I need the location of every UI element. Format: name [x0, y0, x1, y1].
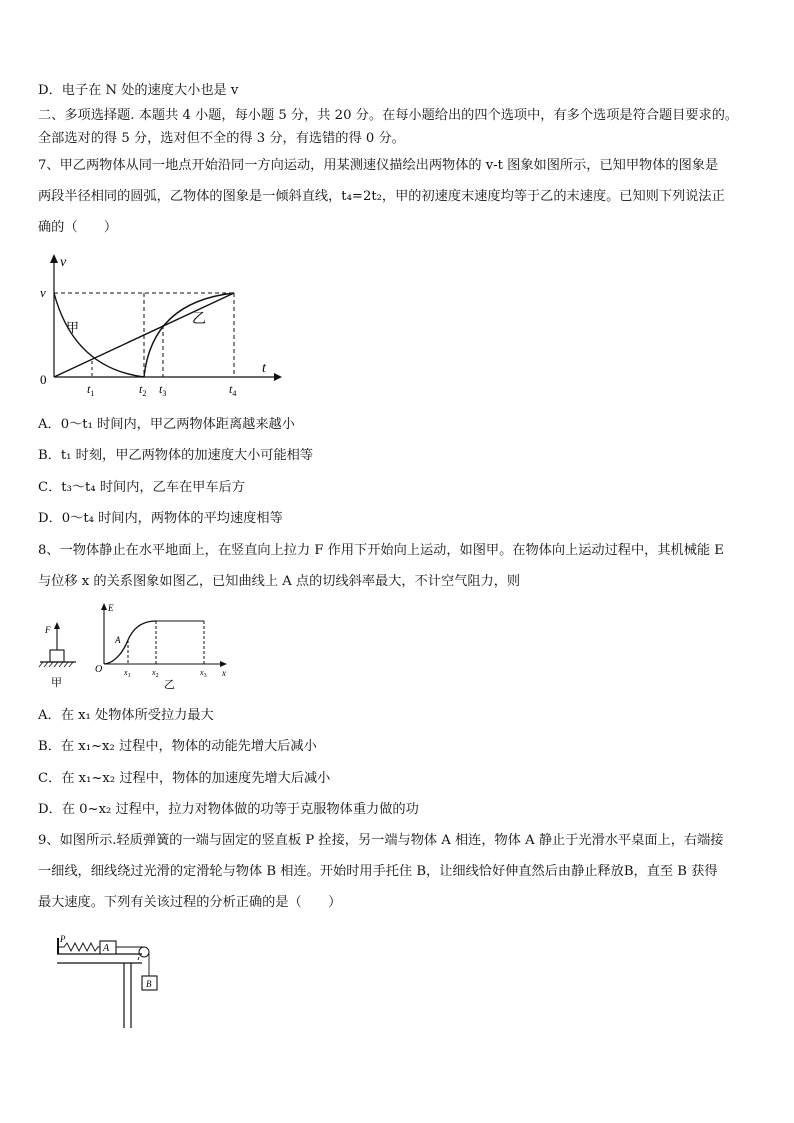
q9-block-b-label: B — [146, 979, 152, 989]
q8-y-arrow — [101, 603, 107, 610]
q7-vt-graph — [34, 250, 284, 400]
q8-x2-label: $x_2$ — [152, 668, 159, 679]
q9-stem-line1: 9、如图所示.轻质弹簧的一端与固定的竖直板 P 拴接，另一端与物体 A 相连，物体 A 静止于光滑水平桌面上，右端接 — [38, 833, 724, 848]
q8-force-label: F — [45, 625, 51, 635]
q8-energy-curve — [104, 621, 156, 664]
q8-caption-yi: 乙 — [164, 679, 175, 691]
q8-x3-label: $x_3$ — [200, 668, 207, 679]
section-header-line1: 二、多项选择题. 本题共 4 小题，每小题 5 分，共 20 分。在每小题给出的四个选项中，有多个选项是符合题目要求的。 — [38, 108, 739, 123]
q8-x1-label: $x_1$ — [124, 668, 131, 679]
q8-x-label: x — [222, 668, 226, 678]
q7-y-label: v — [60, 255, 67, 270]
q8-point-a: A — [115, 635, 121, 645]
q7-t2-label: $t_2$ — [139, 382, 147, 398]
q8-y-label: E — [108, 603, 114, 613]
q6-option-d: D．电子在 N 处的速度大小也是 v — [38, 83, 239, 98]
q7-t3-label: $t_3$ — [159, 382, 167, 398]
q7-origin: 0 — [40, 372, 47, 387]
q7-t4-label: $t_4$ — [229, 382, 237, 398]
section-header-line2: 全部选对的得 5 分，选对但不全的得 3 分，有选错的得 0 分。 — [38, 131, 405, 146]
q7-x-label: t — [262, 361, 266, 376]
q7-label-yi: 乙 — [192, 312, 206, 327]
q9-block-a-label: A — [103, 943, 110, 954]
q8-ground-hatch — [39, 662, 73, 667]
q8-stem-line2: 与位移 x 的关系图象如图乙，已知曲线上 A 点的切线斜率最大，不计空气阻力，则 — [38, 574, 521, 589]
q8-fig-jia — [38, 618, 94, 690]
q7-stem-line3: 确的（ ） — [38, 220, 118, 235]
q8-caption-jia: 甲 — [51, 677, 62, 689]
q7-y-arrow — [50, 254, 58, 263]
q7-stem-line1: 7、甲乙两物体从同一地点开始沿同一方向运动，用某测速仪描绘出两物体的 v-t 图象如图所示，已知甲物体的图象是 — [38, 158, 719, 173]
q7-jia-arc2 — [144, 293, 234, 377]
q8-fig-yi — [94, 600, 234, 692]
q8-x-arrow — [220, 661, 227, 667]
q8-option-d: D．在 0~x₂ 过程中，拉力对物体做的功等于克服物体重力做的功 — [38, 802, 419, 817]
q7-label-jia: 甲 — [66, 320, 80, 335]
q8-block — [50, 650, 64, 662]
q7-option-d: D．0～t₄ 时间内，两物体的平均速度相等 — [38, 511, 283, 526]
q8-origin: O — [95, 664, 103, 675]
q7-option-c: C．t₃～t₄ 时间内，乙车在甲车后方 — [38, 480, 245, 495]
q7-jia-arc1 — [54, 293, 144, 377]
q9-stem-line2: 一细线，细线绕过光滑的定滑轮与物体 B 相连。开始时用手托住 B，让细线恰好伸直然后由静止释放B，直至 B 获得 — [38, 864, 718, 879]
q8-option-c: C．在 x₁~x₂ 过程中，物体的加速度先增大后减小 — [38, 771, 331, 786]
q7-t1-label: $t_1$ — [87, 382, 95, 398]
q8-force-arrowhead — [54, 622, 60, 629]
q9-plate-label: P — [60, 934, 66, 944]
q8-option-a: A．在 x₁ 处物体所受拉力最大 — [38, 708, 214, 723]
q7-option-a: A．0～t₁ 时间内，甲乙两物体距离越来越小 — [38, 417, 295, 432]
q9-pulley-mount — [138, 957, 139, 960]
q9-spring — [58, 943, 100, 951]
q9-figure — [40, 930, 180, 1032]
q7-stem-line2: 两段半径相同的圆弧，乙物体的图象是一倾斜直线，t₄=2t₂，甲的初速度末速度均等于乙的末速度。已知则下列说法正 — [38, 189, 725, 204]
q8-stem-line1: 8、一物体静止在水平地面上，在竖直向上拉力 F 作用下开始向上运动，如图甲。在物体向上运动过程中，其机械能 E — [38, 543, 724, 558]
q9-stem-line3: 最大速度。下列有关该过程的分析正确的是（ ） — [38, 895, 342, 910]
q8-option-b: B．在 x₁~x₂ 过程中，物体的动能先增大后减小 — [38, 739, 317, 754]
q7-x-arrow — [274, 373, 282, 381]
q7-v-tick: v — [40, 285, 46, 300]
q7-option-b: B．t₁ 时刻，甲乙两物体的加速度大小可能相等 — [38, 448, 314, 463]
q9-pulley — [139, 947, 149, 957]
